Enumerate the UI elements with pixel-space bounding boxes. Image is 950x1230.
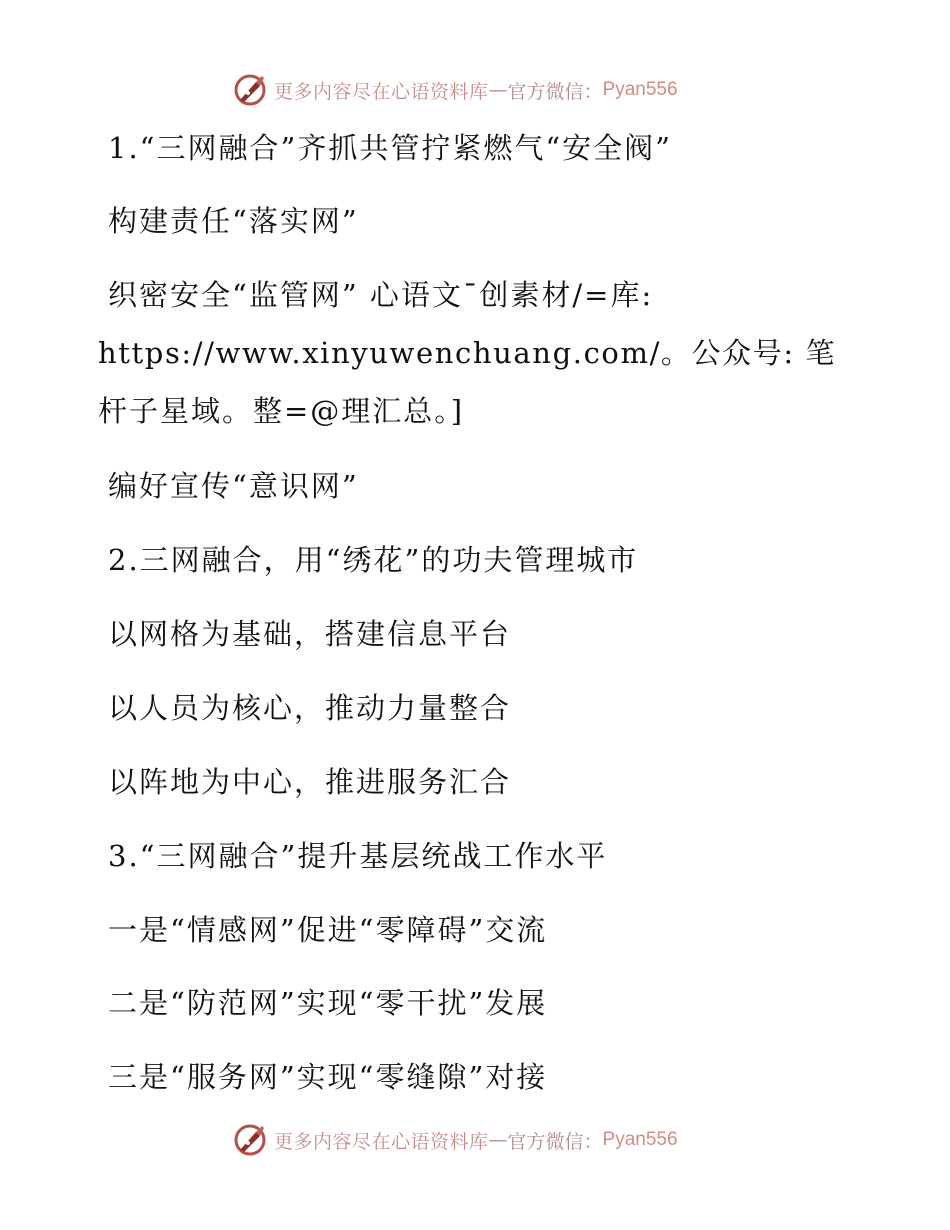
line-item: 以阵地为中心，推进服务汇合 — [108, 765, 512, 799]
banner-wechat-label: 官方微信： — [507, 80, 603, 103]
line-item: 织密安全“监管网” 心语文¯创素材/=库: — [108, 278, 654, 312]
banner-dash: — — [488, 1129, 508, 1151]
line-item: 以网格为基础，搭建信息平台 — [108, 617, 512, 651]
banner-wechat-id: Pyan556 — [602, 1129, 678, 1150]
line-heading-1: 1.“三网融合”齐抓共管拧紧燃气“安全阀” — [108, 131, 672, 165]
line-heading-2: 2.三网融合，用“绣花”的功夫管理城市 — [108, 543, 639, 577]
line-item: 三是“服务网”实现“零缝隙”对接 — [108, 1060, 548, 1094]
header-banner — [232, 70, 678, 110]
line-item: 编好宣传“意识网” — [108, 469, 359, 503]
line-item: 一是“情感网”促进“零障碍”交流 — [108, 913, 548, 947]
banner-wechat-id: Pyan556 — [602, 79, 678, 100]
fountain-pen-logo-icon — [232, 1122, 268, 1158]
line-item: 二是“防范网”实现“零干扰”发展 — [108, 986, 548, 1020]
line-url: https://www.xinyuwenchuang.com/。公众号: 笔 — [98, 336, 837, 370]
banner-text: 更多内容尽在心语资料库 — [274, 80, 489, 103]
banner-text: 更多内容尽在心语资料库 — [274, 1130, 489, 1153]
footer-banner — [232, 1120, 678, 1160]
line-item: 构建责任“落实网” — [108, 204, 359, 238]
banner-wechat-label: 官方微信： — [507, 1130, 603, 1153]
line-heading-3: 3.“三网融合”提升基层统战工作水平 — [108, 839, 608, 873]
fountain-pen-logo-icon — [232, 72, 268, 108]
line-item: 杆子星域。整=@理汇总。] — [98, 394, 465, 428]
line-item: 以人员为核心，推动力量整合 — [108, 691, 512, 725]
banner-dash: — — [488, 79, 508, 101]
